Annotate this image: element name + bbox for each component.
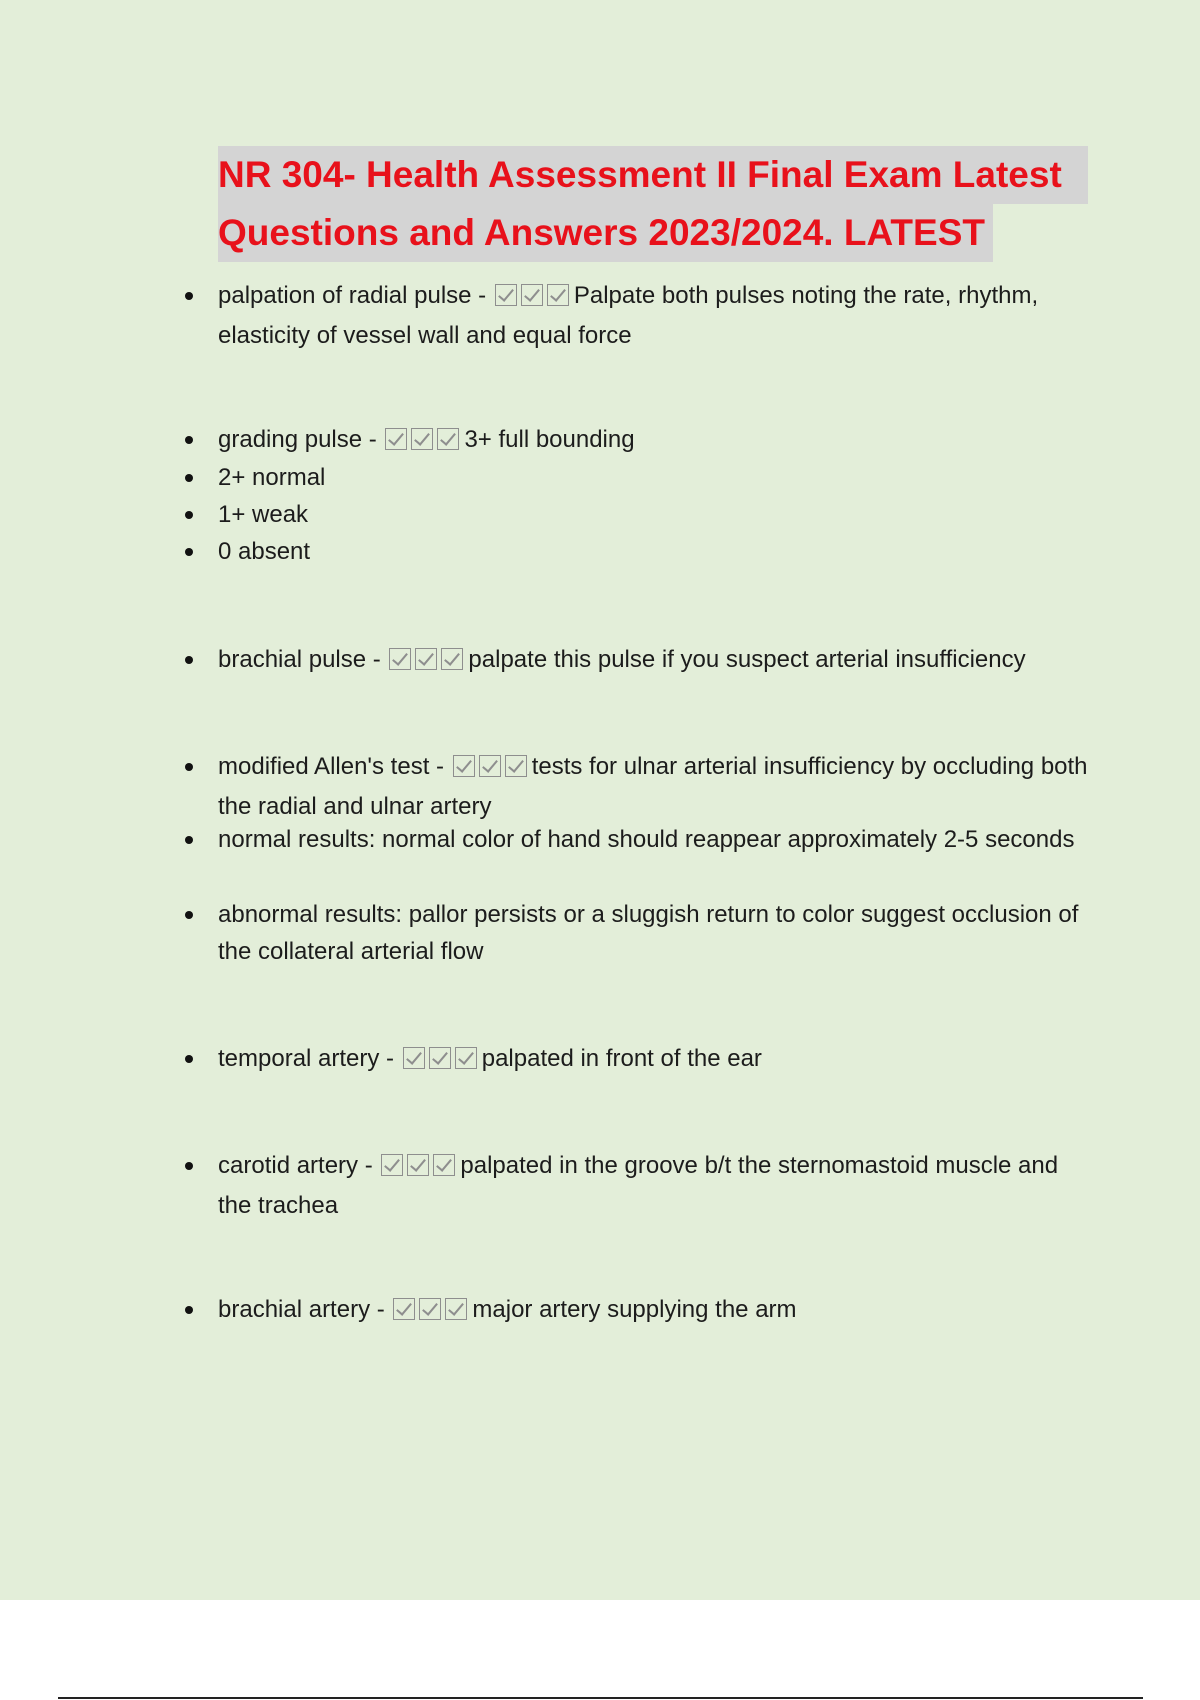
list-item xyxy=(218,641,1098,681)
title-line-2: Questions and Answers 2023/2024. LATEST xyxy=(218,204,993,262)
checkmarks-group xyxy=(393,1294,471,1331)
checked-box-icon xyxy=(411,428,433,450)
checked-box-icon xyxy=(433,1154,455,1176)
item-term: grading pulse - xyxy=(218,426,384,453)
checked-box-icon xyxy=(445,1298,467,1320)
checked-box-icon xyxy=(437,428,459,450)
item-term: modified Allen's test - xyxy=(218,753,451,780)
checked-box-icon xyxy=(455,1047,477,1069)
item-answer: palpated in front of the ear xyxy=(481,1045,762,1072)
item-answer: tests for ulnar arterial insufficiency by occluding both the radial and ulnar artery xyxy=(218,753,1088,820)
item-answer: 3+ full bounding xyxy=(464,426,635,453)
checkmarks-group xyxy=(495,280,573,317)
list-item xyxy=(218,277,1098,354)
checked-box-icon xyxy=(453,755,475,777)
list-item xyxy=(218,1040,1098,1080)
checked-box-icon xyxy=(505,755,527,777)
footer-divider xyxy=(58,1697,1143,1699)
item-term: brachial pulse - xyxy=(218,646,388,673)
checked-box-icon xyxy=(419,1298,441,1320)
list-item: abnormal results: pallor persists or a sluggish return to color suggest occlusion of the collateral arterial flow xyxy=(218,896,1098,970)
checked-box-icon xyxy=(415,648,437,670)
checked-box-icon xyxy=(495,284,517,306)
item-answer: major artery supplying the arm xyxy=(472,1296,797,1323)
checkmarks-group xyxy=(453,751,531,788)
list-item xyxy=(218,1147,1098,1224)
checkmarks-group xyxy=(403,1043,481,1080)
list-item: 2+ normal xyxy=(218,459,1098,496)
checked-box-icon xyxy=(381,1154,403,1176)
item-answer: palpate this pulse if you suspect arterial insufficiency xyxy=(468,646,1026,673)
checked-box-icon xyxy=(521,284,543,306)
list-item: 1+ weak xyxy=(218,496,1098,533)
list-item xyxy=(218,421,1098,461)
title-line-1: NR 304- Health Assessment II Final Exam Latest xyxy=(218,146,1088,204)
checked-box-icon xyxy=(393,1298,415,1320)
item-term: palpation of radial pulse - xyxy=(218,282,493,309)
checked-box-icon xyxy=(429,1047,451,1069)
checkmarks-group xyxy=(381,1150,459,1187)
list-item xyxy=(218,1291,1098,1331)
checked-box-icon xyxy=(479,755,501,777)
item-term: carotid artery - xyxy=(218,1152,380,1179)
item-term: brachial artery - xyxy=(218,1296,392,1323)
checked-box-icon xyxy=(441,648,463,670)
list-item xyxy=(218,748,1098,825)
checkmarks-group xyxy=(389,644,467,681)
checked-box-icon xyxy=(547,284,569,306)
checked-box-icon xyxy=(407,1154,429,1176)
checked-box-icon xyxy=(389,648,411,670)
item-term: temporal artery - xyxy=(218,1045,401,1072)
checked-box-icon xyxy=(385,428,407,450)
list-item: normal results: normal color of hand should reappear approximately 2-5 seconds xyxy=(218,821,1098,858)
checked-box-icon xyxy=(403,1047,425,1069)
document-title xyxy=(218,146,1088,262)
item-answer: Palpate both pulses noting the rate, rhythm, elasticity of vessel wall and equal force xyxy=(218,282,1039,349)
item-answer: palpated in the groove b/t the sternomastoid muscle and the trachea xyxy=(218,1152,1059,1219)
list-item: 0 absent xyxy=(218,533,1098,570)
checkmarks-group xyxy=(385,424,463,461)
